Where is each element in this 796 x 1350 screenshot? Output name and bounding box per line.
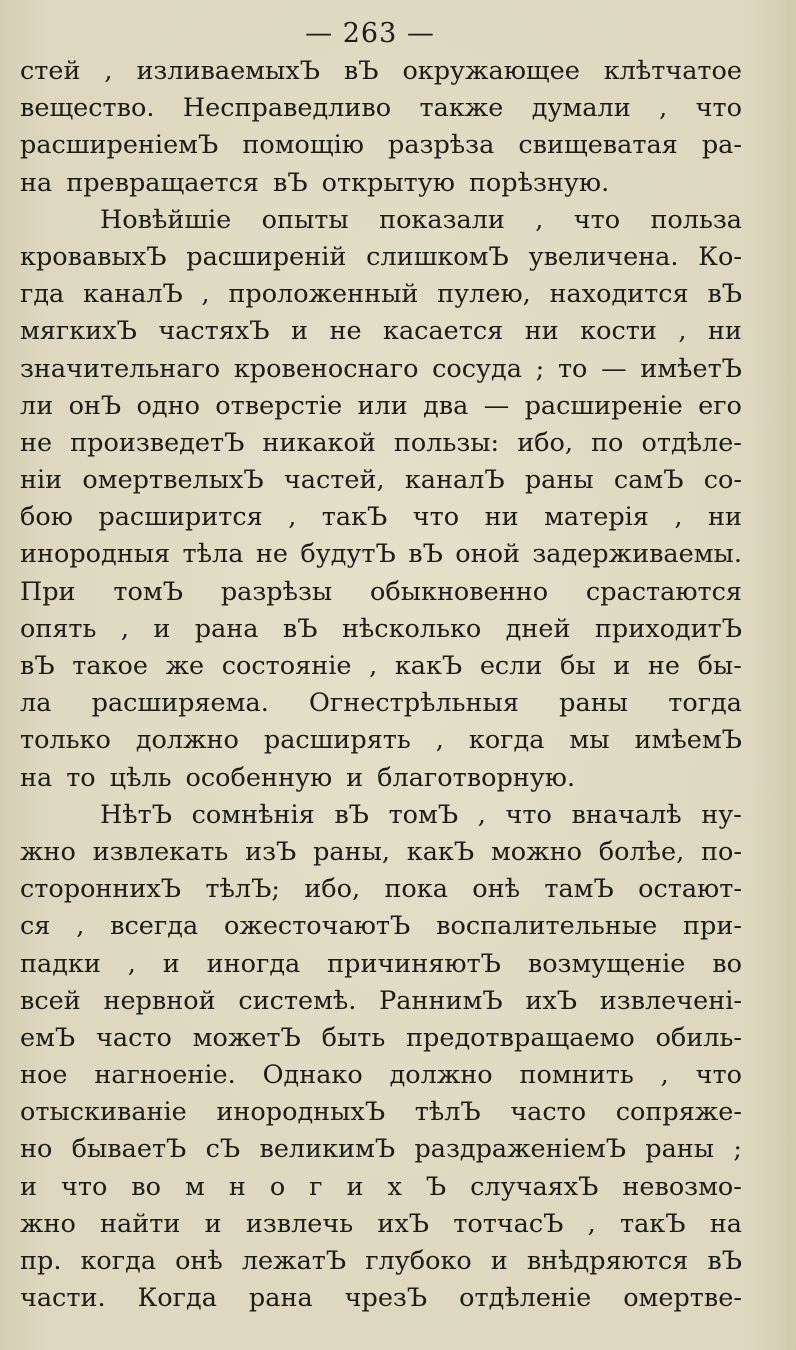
text-line	[20, 388, 742, 425]
word: НѣтЪ	[100, 799, 172, 830]
text-line	[20, 276, 742, 313]
word: состояніе	[221, 651, 352, 681]
word: цѣль	[109, 762, 172, 793]
word: расширится	[98, 502, 263, 533]
word: тогда	[668, 688, 742, 719]
word: обиль-	[655, 1022, 742, 1053]
text-line	[20, 1243, 742, 1280]
word: чрезЪ	[344, 1283, 428, 1314]
word: во	[712, 948, 742, 979]
word: пока	[384, 874, 448, 905]
word: вЪ	[707, 279, 742, 310]
word: такое	[72, 651, 148, 681]
word: бы-	[697, 651, 742, 681]
word: раны	[645, 1134, 715, 1165]
text-line	[20, 611, 742, 648]
word: ,	[587, 1208, 596, 1239]
page-number: — 263 —	[305, 18, 435, 49]
word: быть	[321, 1022, 386, 1053]
word: разрѣза	[388, 130, 495, 161]
word: на	[709, 1208, 742, 1239]
word: мы	[569, 725, 610, 756]
word: что	[60, 1171, 108, 1202]
word: и	[20, 1171, 37, 1202]
word: какЪ	[406, 836, 475, 867]
word: имѣемЪ	[634, 725, 742, 756]
word: пулею,	[437, 279, 531, 310]
word: всегда	[110, 911, 199, 942]
word: раны	[524, 465, 594, 496]
word: отверстіе	[215, 390, 343, 421]
word: также	[419, 93, 504, 124]
text-line	[20, 946, 742, 983]
word: Ъ	[425, 1171, 447, 1202]
word: и	[162, 948, 180, 979]
word: и	[490, 1246, 508, 1276]
word: —	[601, 353, 627, 384]
word: омертве-	[623, 1283, 742, 1314]
word: ,	[535, 204, 544, 235]
word: онѣ	[175, 1246, 223, 1276]
word: изливаемыхЪ	[136, 56, 320, 86]
text-line	[20, 871, 742, 908]
word: ,	[76, 911, 85, 942]
word: сопряже-	[615, 1097, 742, 1128]
text-line	[20, 760, 742, 797]
word: вЪ	[707, 1246, 742, 1276]
word: открытую	[321, 167, 455, 198]
word: сосуда	[432, 353, 522, 384]
word: ибо,	[517, 427, 573, 458]
word: ное	[20, 1060, 68, 1091]
word: бы	[560, 651, 596, 681]
word: такЪ	[321, 502, 388, 533]
word: ся	[20, 911, 51, 942]
word: раны	[559, 688, 628, 719]
text-line	[20, 499, 742, 536]
word: когда	[468, 725, 545, 756]
word: вЪ	[20, 651, 55, 681]
word: ихЪ	[377, 1208, 429, 1239]
word: пр.	[20, 1246, 62, 1276]
word: м	[185, 1171, 205, 1202]
word: имѣетЪ	[640, 353, 742, 384]
word: томЪ	[388, 799, 459, 830]
word: Однако	[262, 1060, 363, 1091]
word: благотворную.	[377, 762, 576, 793]
word: касается	[383, 316, 504, 347]
word: самЪ	[613, 465, 684, 496]
word: ,	[660, 1060, 669, 1091]
word: мягкихЪ	[20, 316, 137, 347]
word: срастаются	[585, 576, 742, 607]
word: то	[557, 353, 588, 384]
word: ни	[524, 316, 559, 347]
word: должно	[135, 725, 239, 756]
text-line	[20, 127, 742, 164]
word: ,	[369, 651, 378, 681]
word: часто	[96, 1022, 172, 1053]
word: приходитЪ	[594, 613, 742, 644]
word: стей	[20, 56, 81, 86]
word: расширяема.	[91, 688, 269, 719]
word: ожесточаютЪ	[224, 911, 411, 942]
word: можно	[490, 836, 582, 867]
word: тѣлЪ	[414, 1097, 481, 1128]
word: ;	[535, 353, 545, 384]
text-line	[20, 574, 742, 611]
word: тѣла	[182, 539, 244, 570]
word: нѣсколько	[341, 613, 482, 644]
word: ра-	[701, 130, 742, 161]
word: что	[695, 1060, 742, 1091]
word: о	[269, 1171, 286, 1202]
word: ла	[20, 688, 52, 719]
word: разрѣзы	[220, 576, 333, 607]
text-line	[20, 90, 742, 127]
word: свищеватая	[518, 130, 678, 161]
word: тотчасЪ	[453, 1208, 564, 1239]
word: ну-	[701, 799, 742, 830]
word: и	[613, 651, 631, 681]
word: жно	[20, 1208, 76, 1239]
word: нагноеніе.	[94, 1060, 236, 1091]
body-text	[20, 53, 742, 1317]
word: находится	[549, 279, 689, 310]
text-line	[20, 239, 742, 276]
word: расширеній	[186, 241, 347, 272]
word: то	[66, 762, 96, 793]
word: извлекать	[92, 836, 229, 867]
word: что	[695, 93, 742, 124]
word: опыты	[261, 204, 349, 235]
word: на	[20, 167, 53, 198]
text-line	[20, 908, 742, 945]
word: инородныхЪ	[216, 1097, 386, 1128]
word: ніи	[20, 465, 63, 496]
word: должно	[389, 1060, 493, 1091]
text-line	[20, 722, 742, 759]
word: и	[346, 1171, 364, 1202]
word: ,	[477, 799, 486, 830]
word: можетЪ	[192, 1022, 301, 1053]
word: Новѣйшіе	[100, 204, 232, 235]
word: Ко-	[698, 241, 742, 272]
word: никакой	[262, 427, 376, 458]
word: отдѣленіе	[459, 1283, 592, 1314]
text-line	[20, 351, 742, 388]
word: каналЪ	[83, 279, 183, 310]
word: думали	[531, 93, 631, 124]
word: отыскиваніе	[20, 1097, 187, 1128]
word: на	[20, 762, 53, 793]
word: расширеніемЪ	[20, 130, 219, 161]
word: ни	[707, 316, 742, 347]
word: лежатЪ	[241, 1246, 347, 1276]
word: рана	[194, 613, 259, 644]
word: сЪ	[205, 1134, 241, 1165]
word: одно	[136, 390, 200, 421]
text-line	[20, 797, 742, 834]
word: ,	[120, 613, 129, 644]
word: вЪ	[408, 539, 443, 570]
word: емЪ	[20, 1022, 76, 1053]
word: какЪ	[394, 651, 463, 681]
word: задерживаемы.	[532, 539, 742, 570]
word: онЪ	[68, 390, 122, 421]
word: особенную	[185, 762, 333, 793]
word: извлечь	[245, 1208, 354, 1239]
word: ,	[435, 725, 444, 756]
word: не	[255, 539, 288, 570]
text-line	[20, 1057, 742, 1094]
word: извлечені-	[599, 985, 742, 1016]
word: во	[131, 1171, 162, 1202]
word: и	[346, 762, 364, 793]
word: ли	[20, 390, 54, 421]
text-line	[20, 1280, 742, 1317]
word: что	[412, 502, 460, 533]
word: каналЪ	[404, 465, 505, 496]
text-line	[20, 983, 742, 1020]
text-line	[20, 1206, 742, 1243]
word: не	[329, 316, 362, 347]
word: вначалѣ	[571, 799, 682, 830]
word: возмущеніе	[527, 948, 686, 979]
word: вЪ	[272, 167, 308, 198]
word: же	[165, 651, 205, 681]
word: предотвращаемо	[406, 1022, 635, 1053]
word: два	[423, 390, 469, 421]
word: частей,	[283, 465, 385, 496]
word: части.	[20, 1283, 106, 1314]
text-line	[20, 834, 742, 871]
text-line	[20, 1020, 742, 1057]
word: причиняютЪ	[327, 948, 501, 979]
word: нервной	[103, 985, 216, 1016]
word: воспалительные	[436, 911, 658, 942]
word: слишкомЪ	[366, 241, 509, 272]
word: клѣтчатое	[603, 56, 742, 86]
word: матерія	[544, 502, 649, 533]
word: жно	[20, 836, 76, 867]
word: ,	[288, 502, 297, 533]
word: польза	[650, 204, 742, 235]
word: РаннимЪ	[379, 985, 503, 1016]
word: великимЪ	[259, 1134, 396, 1165]
word: только	[20, 725, 111, 756]
text-line	[20, 1131, 742, 1168]
word: и	[290, 316, 308, 347]
word: ни	[707, 502, 742, 533]
word: помнить	[519, 1060, 634, 1091]
word: Когда	[137, 1283, 217, 1314]
word: произведетЪ	[70, 427, 245, 458]
word: когда	[80, 1246, 157, 1276]
word: При	[20, 576, 76, 607]
word: томЪ	[113, 576, 183, 607]
word: ,	[127, 948, 136, 979]
word: будутЪ	[300, 539, 396, 570]
word: ибо,	[304, 874, 361, 905]
text-line	[20, 53, 742, 90]
word: вЪ	[282, 613, 318, 644]
word: кости	[580, 316, 657, 347]
word: внѣдряются	[526, 1246, 689, 1276]
word: не	[20, 427, 53, 458]
word: порѣзную.	[468, 167, 610, 198]
word: ,	[678, 316, 687, 347]
word: раздраженіемЪ	[414, 1134, 626, 1165]
word: отдѣле-	[641, 427, 742, 458]
word: часто	[510, 1097, 587, 1128]
word: вЪ	[334, 799, 369, 830]
text-line	[20, 202, 742, 239]
word: падки	[20, 948, 101, 979]
word: что	[573, 204, 621, 235]
word: при-	[683, 911, 742, 942]
word: ,	[104, 56, 113, 86]
word: но	[20, 1134, 53, 1165]
word: Огнестрѣльныя	[309, 688, 519, 719]
word: по-	[701, 836, 742, 867]
text-line	[20, 425, 742, 462]
word: остают-	[638, 874, 742, 905]
word: бою	[20, 502, 73, 533]
text-line	[20, 1094, 742, 1131]
word: пользы:	[393, 427, 500, 458]
word: кровавыхЪ	[20, 241, 167, 272]
text-line	[20, 536, 742, 573]
word: г	[309, 1171, 323, 1202]
word: окружающее	[402, 56, 580, 86]
word: показали	[379, 204, 505, 235]
text-line	[20, 462, 742, 499]
word: значительнаго	[20, 353, 221, 384]
word: опять	[20, 613, 97, 644]
word: такЪ	[619, 1208, 686, 1239]
word: ,	[201, 279, 210, 310]
word: тамЪ	[544, 874, 614, 905]
text-line	[20, 648, 742, 685]
word: частяхЪ	[158, 316, 270, 347]
word: системѣ.	[238, 985, 357, 1016]
word: найти	[100, 1208, 181, 1239]
word: Несправедливо	[182, 93, 392, 124]
word: ,	[659, 93, 668, 124]
word: кровеноснаго	[233, 353, 419, 384]
word: или	[357, 390, 408, 421]
word: обыкновенно	[370, 576, 549, 607]
word: расширять	[263, 725, 411, 756]
word: стороннихЪ	[20, 874, 182, 905]
word: оной	[455, 539, 520, 570]
word: его	[698, 390, 742, 421]
word: ни	[484, 502, 519, 533]
word: вещество.	[20, 93, 155, 124]
word: рана	[248, 1283, 313, 1314]
word: иногда	[206, 948, 301, 979]
word: омертвелыхЪ	[82, 465, 264, 496]
word: по	[591, 427, 624, 458]
word: если	[479, 651, 543, 681]
word: тѣлЪ;	[205, 874, 280, 905]
word: увеличена.	[528, 241, 679, 272]
word: ихЪ	[525, 985, 577, 1016]
word: ;	[733, 1134, 742, 1165]
word: и	[153, 613, 171, 644]
text-line	[20, 313, 742, 350]
word: ,	[674, 502, 683, 533]
word: расширеніе	[524, 390, 683, 421]
word: н	[228, 1171, 246, 1202]
word: помощію	[242, 130, 364, 161]
text-line	[20, 685, 742, 722]
word: изЪ	[245, 836, 297, 867]
word: раны,	[313, 836, 390, 867]
word: случаяхЪ	[470, 1171, 599, 1202]
word: —	[483, 390, 510, 421]
word: онѣ	[472, 874, 521, 905]
word: вЪ	[343, 56, 379, 86]
word: невозмо-	[622, 1171, 742, 1202]
word: гда	[20, 279, 65, 310]
word: бываетЪ	[71, 1134, 187, 1165]
word: и	[204, 1208, 222, 1239]
word: болѣе,	[598, 836, 685, 867]
word: превращается	[66, 167, 259, 198]
word: сомнѣнія	[191, 799, 315, 830]
word: инородныя	[20, 539, 171, 570]
word: всей	[20, 985, 81, 1016]
word: глубоко	[365, 1246, 472, 1276]
word: со-	[703, 465, 742, 496]
text-line	[20, 165, 742, 202]
word: х	[387, 1171, 402, 1202]
word: дней	[505, 613, 571, 644]
word: что	[505, 799, 552, 830]
word: не	[647, 651, 681, 681]
text-line	[20, 1169, 742, 1206]
word: проложенный	[228, 279, 419, 310]
